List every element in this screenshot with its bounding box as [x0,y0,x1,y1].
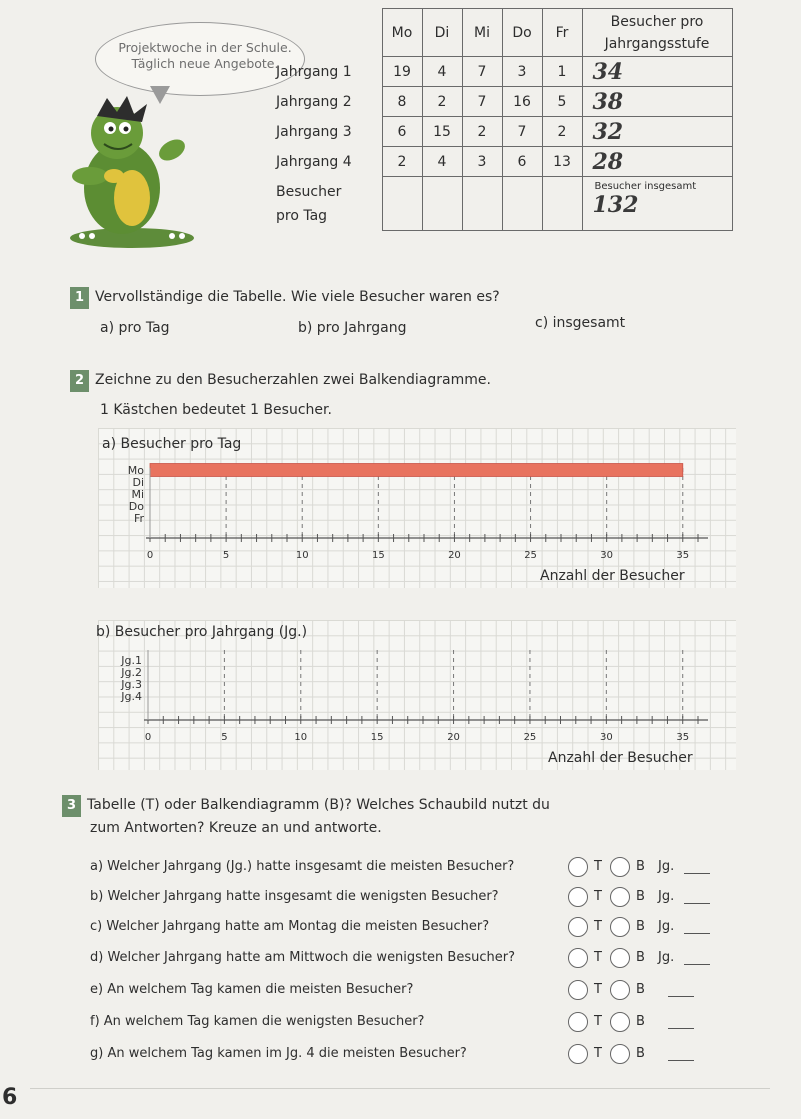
category-label: Jg.1 [121,654,142,667]
checkbox-b[interactable] [610,857,630,877]
answer-line[interactable] [668,1060,694,1061]
visitors-table [268,8,733,231]
task1-a: a) pro Tag [100,320,170,336]
label-b: B [636,889,645,904]
checkbox-b[interactable] [610,1044,630,1064]
x-tick-label: 25 [524,550,537,561]
table-row: Jahrgang 4 2 4 3 6 13 28 [268,147,732,177]
x-tick-label: 20 [447,732,460,743]
label-jg: Jg. [658,950,675,965]
day-total-cell[interactable] [502,177,542,231]
category-label: Jg.4 [121,690,142,703]
label-b: B [636,859,645,874]
day-total-cell[interactable] [382,177,422,231]
table-row: Jahrgang 3 6 15 2 7 2 32 [268,117,732,147]
dinosaur-mascot-icon [62,88,207,248]
checkbox-b[interactable] [610,917,630,937]
answer-line[interactable] [684,964,710,965]
question-row [90,917,740,941]
chart-a-title: a) Besucher pro Tag [102,436,242,452]
table-header-mo: Mo [382,9,422,57]
checkbox-b[interactable] [610,887,630,907]
page-number: 6 [2,1085,18,1110]
question-text: d) Welcher Jahrgang hatte am Mittwoch die wenigsten Besucher? [90,950,515,965]
answer-line[interactable] [684,873,710,874]
checkbox-t[interactable] [568,857,588,877]
x-tick-label: 30 [600,550,614,561]
label-t: T [594,919,602,934]
question-text: f) An welchem Tag kamen die wenigsten Besucher? [90,1014,425,1029]
handwritten-grand-total: 132 [592,192,639,218]
day-total-cell[interactable] [422,177,462,231]
x-tick-label: 10 [295,550,309,561]
label-t: T [594,889,602,904]
question-row [90,1012,740,1036]
table-header-do: Do [502,9,542,57]
category-label: Mi [131,488,144,501]
chart-b-xlabel: Anzahl der Besucher [548,750,693,766]
label-t: T [594,1014,602,1029]
category-label: Jg.3 [121,678,142,691]
question-text: g) An welchem Tag kamen im Jg. 4 die meisten Besucher? [90,1046,467,1061]
table-header-di: Di [422,9,462,57]
day-total-cell[interactable] [462,177,502,231]
table-header-total: Besucher pro Jahrgangsstufe [582,9,732,57]
label-jg: Jg. [658,859,675,874]
checkbox-t[interactable] [568,980,588,1000]
x-tick-label: 20 [448,550,461,561]
label-t: T [594,950,602,965]
answer-line[interactable] [684,933,710,934]
handwritten-total[interactable]: 32 [582,117,732,147]
x-tick-label: 0 [146,550,154,561]
table-header-mi: Mi [462,9,502,57]
category-label: Jg.2 [121,666,142,679]
label-b: B [636,950,645,965]
task1-b: b) pro Jahrgang [298,320,407,336]
task1-heading: 1 Vervollständige die Tabelle. Wie viele Besucher waren es? [70,287,500,309]
label-jg: Jg. [658,919,675,934]
bar-mo [150,464,683,477]
task2-heading: 2 Zeichne zu den Besucherzahlen zwei Balkendiagramme. [70,370,491,392]
category-label: Fr [133,512,144,525]
category-label: Mo [127,464,144,477]
checkbox-t[interactable] [568,917,588,937]
footer-divider [30,1088,770,1089]
table-row: Jahrgang 2 8 2 7 16 5 38 [268,87,732,117]
checkbox-b[interactable] [610,948,630,968]
table-header-fr: Fr [542,9,582,57]
question-text: a) Welcher Jahrgang (Jg.) hatte insgesamt die meisten Besucher? [90,859,515,874]
label-t: T [594,982,602,997]
handwritten-total[interactable]: 34 [582,57,732,87]
x-tick-label: 35 [676,550,690,561]
table-row: Jahrgang 1 19 4 7 3 1 34 [268,57,732,87]
question-row [90,857,740,881]
answer-line[interactable] [684,903,710,904]
label-t: T [594,859,602,874]
x-tick-label: 5 [221,732,228,743]
chart-b [98,620,736,770]
task3-heading: 3 Tabelle (T) oder Balkendiagramm (B)? Welches Schaubild nutzt du [62,795,550,817]
label-b: B [636,982,645,997]
x-tick-label: 25 [523,732,537,743]
answer-line[interactable] [668,1028,694,1029]
label-jg: Jg. [658,889,675,904]
question-row [90,948,740,972]
x-tick-label: 15 [370,732,384,743]
chart-a-xlabel: Anzahl der Besucher [540,568,685,584]
x-tick-label: 30 [599,732,613,743]
checkbox-t[interactable] [568,1044,588,1064]
x-tick-label: 5 [222,550,230,561]
label-b: B [636,1046,645,1061]
category-label: Di [132,476,144,489]
checkbox-b[interactable] [610,1012,630,1032]
handwritten-total[interactable]: 28 [582,147,732,177]
question-row [90,1044,740,1068]
category-label: Do [128,500,144,513]
table-row-footer: Besucher pro Tag Besucher insgesamt 132 [268,177,732,231]
question-row [90,887,740,911]
answer-line[interactable] [668,996,694,997]
task1-c: c) insgesamt [535,315,626,331]
label-t: T [594,1046,602,1061]
day-total-cell[interactable] [542,177,582,231]
question-text: c) Welcher Jahrgang hatte am Montag die meisten Besucher? [90,919,490,934]
checkbox-b[interactable] [610,980,630,1000]
checkbox-t[interactable] [568,887,588,907]
label-b: B [636,919,645,934]
question-text: b) Welcher Jahrgang hatte insgesamt die wenigsten Besucher? [90,889,499,904]
question-text: e) An welchem Tag kamen die meisten Besucher? [90,982,414,997]
x-tick-label: 15 [371,550,385,561]
x-tick-label: 35 [676,732,690,743]
handwritten-total[interactable]: 38 [582,87,732,117]
checkbox-t[interactable] [568,948,588,968]
chart-a [98,428,736,588]
task3-subtext: zum Antworten? Kreuze an und antworte. [90,820,382,836]
task2-subtext: 1 Kästchen bedeutet 1 Besucher. [100,402,332,418]
speech-bubble-text: Projektwoche in der Schule. Täglich neue Angebote. [118,40,292,71]
label-b: B [636,1014,645,1029]
x-tick-label: 0 [144,732,152,743]
checkbox-t[interactable] [568,1012,588,1032]
question-row [90,980,740,1004]
grand-total-cell[interactable]: Besucher insgesamt 132 [582,177,732,231]
chart-b-title: b) Besucher pro Jahrgang (Jg.) [96,624,308,640]
x-tick-label: 10 [294,732,308,743]
